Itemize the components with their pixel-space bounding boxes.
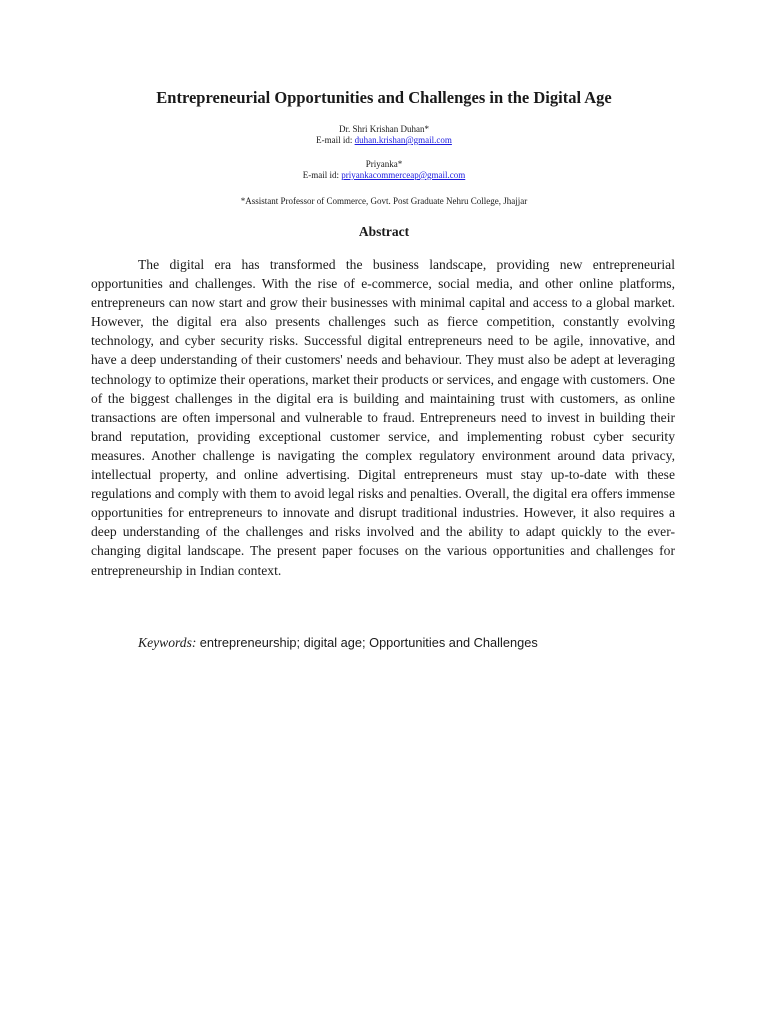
author-name: Dr. Shri Krishan Duhan*: [339, 124, 429, 134]
email-label: E-mail id:: [302, 170, 342, 180]
author-affiliation: *Assistant Professor of Commerce, Govt. Post Graduate Nehru College, Jhajjar: [240, 196, 528, 206]
keywords-line: [138, 634, 538, 652]
author-block-2: [0, 159, 768, 181]
abstract-heading: Abstract: [358, 224, 410, 239]
paper-title: Entrepreneurial Opportunities and Challenges in the Digital Age: [156, 88, 612, 107]
keywords-values: entrepreneurship; digital age; Opportunities and Challenges: [199, 635, 538, 650]
author-email-link[interactable]: priyankacommerceap@gmail.com: [341, 170, 466, 180]
author-email-line: [0, 170, 768, 181]
author-block-1: [0, 124, 768, 146]
author-email-link[interactable]: duhan.krishan@gmail.com: [354, 135, 452, 145]
abstract-body: The digital era has transformed the business landscape, providing new entrepreneurial opportunities and challenges. With the rise of e-commerce, social media, and other online platforms, entrepreneurs can now start and grow their businesses with minimal capital and access to a global market. However, the digital era also presents challenges such as fierce competition, constantly evolving technology, and cyber security risks. Successful digital entrepreneurs need to be agile, innovative, and have a deep understanding of their customers' needs and behaviour. They must also be adept at leveraging technology to optimize their operations, market their products or services, and engage with customers. One of the biggest challenges in the digital era is building and maintaining trust with customers, as online transactions are often impersonal and vulnerable to fraud. Entrepreneurs need to invest in building their brand reputation, providing exceptional customer service, and implementing robust cyber security measures. Another challenge is navigating the complex regulatory environment around data privacy, intellectual property, and online advertising. Digital entrepreneurs must stay up-to-date with these regulations and comply with them to avoid legal risks and penalties. Overall, the digital era offers immense opportunities for entrepreneurs to innovate and disrupt traditional industries. However, it also requires a deep understanding of the challenges and risks involved and the ability to adapt quickly to the ever-changing digital landscape. The present paper focuses on the various opportunities and challenges for entrepreneurship in Indian context.: [91, 257, 675, 578]
keywords-label: Keywords:: [138, 635, 200, 650]
author-email-line: [0, 135, 768, 146]
author-name: Priyanka*: [365, 159, 403, 169]
email-label: E-mail id:: [316, 135, 355, 145]
